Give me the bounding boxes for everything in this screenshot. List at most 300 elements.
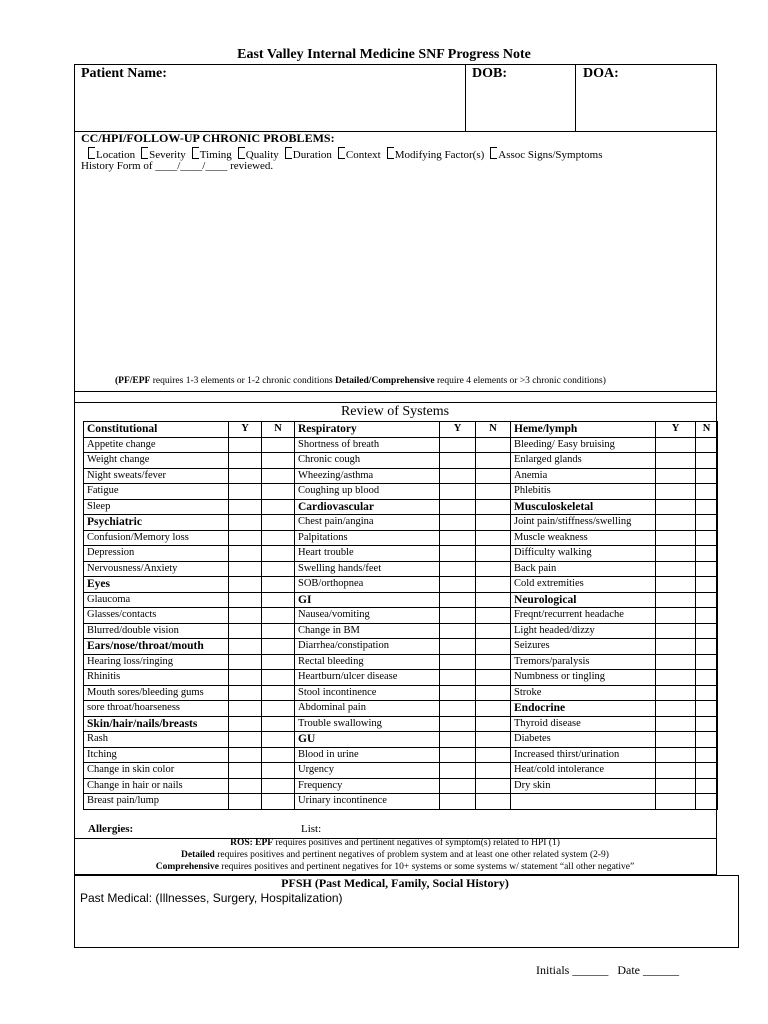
req-pf-epf: (PF/EPF [115,376,151,386]
checkbox-icon[interactable] [338,147,345,159]
ros-y-cell[interactable] [229,437,262,453]
hpi-element-label: Quality [245,149,279,161]
ros-symptom: Appetite change [84,437,229,453]
ros-y-cell[interactable] [656,546,696,562]
ros-y-header: Y [656,422,696,438]
ros-y-cell[interactable] [656,577,696,593]
ros-n-cell[interactable] [696,499,718,515]
ros-y-cell[interactable] [656,623,696,639]
ros-n-cell[interactable] [476,453,511,469]
ros-section-heading: Skin/hair/nails/breasts [84,716,229,732]
ros-n-cell[interactable] [262,453,295,469]
checkbox-icon[interactable] [387,147,394,159]
ros-y-cell[interactable] [656,515,696,531]
ros-n-cell[interactable] [262,530,295,546]
ros-y-cell[interactable] [656,468,696,484]
ros-symptom: Phlebitis [511,484,656,500]
ros-n-cell[interactable] [696,654,718,670]
ros-y-cell[interactable] [440,670,476,686]
ros-row [84,422,718,438]
ros-y-cell[interactable] [440,515,476,531]
ros-y-cell[interactable] [229,623,262,639]
ros-y-cell[interactable] [440,546,476,562]
ros-y-cell[interactable] [229,484,262,500]
allergies-label: Allergies: [88,823,134,835]
ros-y-cell[interactable] [229,747,262,763]
ros-n-cell[interactable] [476,468,511,484]
ros-n-cell[interactable] [262,685,295,701]
ros-symptom: Chest pain/angina [295,515,440,531]
ros-y-cell[interactable] [656,747,696,763]
ros-symptom: Enlarged glands [511,453,656,469]
ros-symptom: Mouth sores/bleeding gums [84,685,229,701]
ros-symptom: Weight change [84,453,229,469]
ros-row [84,716,718,732]
ros-n-cell[interactable] [262,468,295,484]
ros-row [84,437,718,453]
ros-section-heading: GI [295,592,440,608]
ros-symptom [511,794,656,810]
ros-symptom: Rash [84,732,229,748]
cc-hpi-heading: CC/HPI/FOLLOW-UP CHRONIC PROBLEMS: [81,131,335,145]
ros-symptom: Numbness or tingling [511,670,656,686]
ros-n-cell[interactable] [262,623,295,639]
ros-y-header: Y [440,422,476,438]
ros-symptom: Difficulty walking [511,546,656,562]
ros-section-heading: Cardiovascular [295,499,440,515]
ros-n-cell[interactable] [262,670,295,686]
ros-n-cell[interactable] [476,732,511,748]
ros-symptom: Swelling hands/feet [295,561,440,577]
ros-row [84,608,718,624]
ros-section-heading: Respiratory [295,422,440,438]
ros-symptom: Nausea/vomiting [295,608,440,624]
ros-y-cell[interactable] [229,716,262,732]
ros-row [84,654,718,670]
ros-n-cell[interactable] [696,608,718,624]
ros-symptom: Blood in urine [295,747,440,763]
ros-y-cell[interactable] [229,763,262,779]
ros-y-cell[interactable] [656,763,696,779]
ros-row [84,701,718,717]
ros-symptom: Rhinitis [84,670,229,686]
ros-symptom: Heat/cold intolerance [511,763,656,779]
ros-n-cell[interactable] [476,778,511,794]
ros-n-cell[interactable] [696,623,718,639]
ros-note-2-text: requires positives and pertinent negatives of problem system and at least one other related system (2-9) [214,850,609,860]
ros-n-cell[interactable] [696,530,718,546]
ros-y-cell[interactable] [229,515,262,531]
ros-y-cell[interactable] [440,716,476,732]
ros-row [84,577,718,593]
ros-y-cell[interactable] [229,468,262,484]
ros-n-cell[interactable] [476,592,511,608]
hpi-element-4[interactable] [285,149,332,161]
req-text-2: require 4 elements or >3 chronic conditions) [434,376,606,386]
ros-y-cell[interactable] [440,561,476,577]
ros-symptom: Glaucoma [84,592,229,608]
ros-n-cell[interactable] [696,701,718,717]
checkbox-icon[interactable] [285,147,292,159]
ros-symptom: Urinary incontinence [295,794,440,810]
ros-note-3-text: requires positives and pertinent negatives for 10+ systems or some systems w/ statement “all other negative” [218,862,635,872]
header-divider-1 [465,64,466,131]
ros-symptom: Back pain [511,561,656,577]
ros-symptom: Abdominal pain [295,701,440,717]
ros-y-cell[interactable] [229,499,262,515]
ros-symptom: Seizures [511,639,656,655]
ros-n-cell[interactable] [262,592,295,608]
ros-y-cell[interactable] [656,561,696,577]
ros-symptom: Dry skin [511,778,656,794]
ros-row [84,561,718,577]
ros-section-heading: Endocrine [511,701,656,717]
ros-symptom: Shortness of breath [295,437,440,453]
ros-n-cell[interactable] [476,794,511,810]
ros-y-cell[interactable] [440,654,476,670]
ros-n-cell[interactable] [262,484,295,500]
hpi-element-label: Assoc Signs/Symptoms [498,149,603,161]
ros-n-cell[interactable] [262,778,295,794]
ros-symptom: Confusion/Memory loss [84,530,229,546]
ros-y-header: Y [229,422,262,438]
ros-n-cell[interactable] [696,453,718,469]
past-medical-label: Past Medical: (Illnesses, Surgery, Hospitalization) [80,891,343,905]
hpi-element-label: Context [345,149,381,161]
ros-n-cell[interactable] [262,763,295,779]
ros-note-2-bold: Detailed [181,850,215,860]
ros-symptom: Muscle weakness [511,530,656,546]
checkbox-icon[interactable] [141,147,148,159]
ros-n-cell[interactable] [262,561,295,577]
ros-row [84,468,718,484]
ros-symptom: Anemia [511,468,656,484]
checkbox-icon[interactable] [88,147,95,159]
ros-y-cell[interactable] [440,608,476,624]
initials-field[interactable]: Initials ______ [536,963,609,977]
ros-n-cell[interactable] [476,577,511,593]
checkbox-icon[interactable] [490,147,497,159]
ros-y-cell[interactable] [656,608,696,624]
pfsh-title: PFSH (Past Medical, Family, Social History) [281,876,509,890]
ros-symptom: Glasses/contacts [84,608,229,624]
ros-n-cell[interactable] [696,685,718,701]
ros-note-3 [74,862,716,872]
req-detailed: Detailed/Comprehensive [335,376,435,386]
ros-n-cell[interactable] [696,546,718,562]
ros-n-cell[interactable] [262,515,295,531]
document-title: East Valley Internal Medicine SNF Progress Note [237,47,531,62]
ros-y-cell[interactable] [440,499,476,515]
ros-y-cell[interactable] [229,732,262,748]
ros-section-heading: Constitutional [84,422,229,438]
ros-y-cell[interactable] [656,794,696,810]
ros-symptom: Palpitations [295,530,440,546]
ros-y-cell[interactable] [656,639,696,655]
ros-symptom: Sleep [84,499,229,515]
ros-symptom: Hearing loss/ringing [84,654,229,670]
ros-y-cell[interactable] [440,639,476,655]
ros-row [84,639,718,655]
patient-name-label: Patient Name: [81,66,167,81]
ros-symptom: Change in hair or nails [84,778,229,794]
ros-y-cell[interactable] [440,592,476,608]
ros-y-cell[interactable] [440,794,476,810]
ros-row [84,623,718,639]
ros-y-cell[interactable] [656,685,696,701]
ros-row [84,592,718,608]
ros-n-cell[interactable] [696,763,718,779]
ros-title-divider [74,402,717,403]
hpi-element-7[interactable] [490,149,602,161]
ros-n-cell[interactable] [262,732,295,748]
hpi-element-label: Severity [149,149,186,161]
ros-symptom: Joint pain/stiffness/swelling [511,515,656,531]
ros-n-cell[interactable] [696,778,718,794]
ros-row [84,530,718,546]
hpi-element-label: Location [96,149,136,161]
ros-symptom: Change in skin color [84,763,229,779]
ros-y-cell[interactable] [440,685,476,701]
history-form-line: History Form of ____/____/____ reviewed. [81,160,274,172]
ros-n-cell[interactable] [696,468,718,484]
ros-symptom: Breast pain/lump [84,794,229,810]
ros-y-cell[interactable] [656,716,696,732]
hpi-requirement-note [115,376,606,386]
ros-y-cell[interactable] [440,747,476,763]
ros-symptom: Fatigue [84,484,229,500]
ros-n-header: N [476,422,511,438]
ros-n-cell[interactable] [262,794,295,810]
ros-note-1 [74,838,716,848]
ros-symptom: Nervousness/Anxiety [84,561,229,577]
ros-n-cell[interactable] [476,515,511,531]
ros-y-cell[interactable] [229,654,262,670]
ros-n-cell[interactable] [476,623,511,639]
ros-y-cell[interactable] [229,778,262,794]
ros-n-cell[interactable] [262,716,295,732]
ros-row [84,670,718,686]
ros-note-2 [74,850,716,860]
ros-n-cell[interactable] [696,732,718,748]
ros-n-cell[interactable] [476,437,511,453]
ros-n-header: N [696,422,718,438]
ros-row [84,515,718,531]
ros-y-cell[interactable] [440,763,476,779]
ros-y-cell[interactable] [229,670,262,686]
ros-n-cell[interactable] [696,577,718,593]
ros-symptom: SOB/orthopnea [295,577,440,593]
ros-symptom: Heartburn/ulcer disease [295,670,440,686]
ros-n-cell[interactable] [476,484,511,500]
ros-y-cell[interactable] [229,530,262,546]
hpi-element-5[interactable] [338,149,381,161]
ros-symptom: Heart trouble [295,546,440,562]
ros-n-cell[interactable] [476,763,511,779]
ros-row [84,778,718,794]
ros-n-cell[interactable] [696,670,718,686]
hpi-element-6[interactable] [387,149,485,161]
ros-y-cell[interactable] [656,499,696,515]
ros-n-cell[interactable] [696,639,718,655]
ros-n-cell[interactable] [262,639,295,655]
ros-symptom: Tremors/paralysis [511,654,656,670]
ros-y-cell[interactable] [656,778,696,794]
ros-y-cell[interactable] [440,437,476,453]
ros-y-cell[interactable] [440,530,476,546]
ros-row [84,685,718,701]
ros-n-cell[interactable] [476,639,511,655]
ros-y-cell[interactable] [656,654,696,670]
ros-note-1-text: requires positives and pertinent negatives of symptom(s) related to HPI (1) [273,838,560,848]
ros-n-cell[interactable] [696,561,718,577]
ros-n-header: N [262,422,295,438]
ros-n-cell[interactable] [262,701,295,717]
ros-y-cell[interactable] [440,453,476,469]
ros-symptom: Urgency [295,763,440,779]
ros-y-cell[interactable] [229,453,262,469]
ros-n-cell[interactable] [262,499,295,515]
ros-note-3-bold: Comprehensive [155,862,219,872]
ros-symptom: Diabetes [511,732,656,748]
ros-symptom: Coughing up blood [295,484,440,500]
hpi-elements-row [88,147,608,161]
ros-row [84,499,718,515]
ros-symptom: Depression [84,546,229,562]
ros-symptom: Night sweats/fever [84,468,229,484]
ros-n-cell[interactable] [262,608,295,624]
ros-symptom: Diarrhea/constipation [295,639,440,655]
ros-section-heading: Eyes [84,577,229,593]
ros-symptom: Light headed/dizzy [511,623,656,639]
ros-y-cell[interactable] [656,670,696,686]
ros-title: Review of Systems [340,404,450,419]
ros-y-cell[interactable] [229,592,262,608]
ros-y-cell[interactable] [440,484,476,500]
ros-row [84,747,718,763]
ros-table [83,421,718,810]
ros-n-cell[interactable] [476,530,511,546]
ros-symptom: Wheezing/asthma [295,468,440,484]
doa-label: DOA: [583,66,619,81]
ros-y-cell[interactable] [440,623,476,639]
ros-n-cell[interactable] [262,747,295,763]
ros-y-cell[interactable] [229,608,262,624]
ros-n-cell[interactable] [696,794,718,810]
ros-n-cell[interactable] [696,747,718,763]
ros-n-cell[interactable] [696,716,718,732]
ros-n-cell[interactable] [476,654,511,670]
ros-symptom: sore throat/hoarseness [84,701,229,717]
ros-row [84,484,718,500]
ros-row [84,453,718,469]
ros-y-cell[interactable] [440,732,476,748]
hpi-element-label: Timing [199,149,232,161]
ros-y-cell[interactable] [440,577,476,593]
ros-symptom: Bleeding/ Easy bruising [511,437,656,453]
ros-section-heading: Musculoskeletal [511,499,656,515]
ros-y-cell[interactable] [656,732,696,748]
ros-symptom: Chronic cough [295,453,440,469]
ros-n-cell[interactable] [262,546,295,562]
ros-y-cell[interactable] [656,530,696,546]
ros-symptom: Stool incontinence [295,685,440,701]
ros-n-cell[interactable] [476,747,511,763]
ros-n-cell[interactable] [696,437,718,453]
ros-symptom: Trouble swallowing [295,716,440,732]
ros-section-heading: Heme/lymph [511,422,656,438]
patient-header-box [74,64,717,132]
checkbox-icon[interactable] [192,147,199,159]
ros-y-cell[interactable] [229,546,262,562]
ros-symptom: Frequency [295,778,440,794]
ros-n-cell[interactable] [476,499,511,515]
ros-n-cell[interactable] [476,608,511,624]
ros-n-cell[interactable] [476,546,511,562]
ros-section-heading: Ears/nose/throat/mouth [84,639,229,655]
ros-symptom: Itching [84,747,229,763]
ros-y-cell[interactable] [656,484,696,500]
ros-y-cell[interactable] [229,561,262,577]
allergies-list-label: List: [301,823,322,835]
ros-y-cell[interactable] [656,701,696,717]
ros-section-heading: Neurological [511,592,656,608]
ros-y-cell[interactable] [656,437,696,453]
ros-row [84,732,718,748]
ros-symptom: Thyroid disease [511,716,656,732]
date-field[interactable]: Date ______ [617,963,679,977]
ros-n-cell[interactable] [696,592,718,608]
ros-y-cell[interactable] [229,794,262,810]
ros-n-cell[interactable] [262,654,295,670]
ros-n-cell[interactable] [476,670,511,686]
ros-y-cell[interactable] [229,639,262,655]
ros-n-cell[interactable] [262,437,295,453]
ros-symptom: Cold extremities [511,577,656,593]
ros-y-cell[interactable] [440,778,476,794]
hpi-element-label: Duration [292,149,332,161]
ros-y-cell[interactable] [229,701,262,717]
ros-y-cell[interactable] [656,453,696,469]
ros-n-cell[interactable] [696,484,718,500]
ros-n-cell[interactable] [476,561,511,577]
ros-row [84,546,718,562]
ros-symptom: Increased thirst/urination [511,747,656,763]
ros-n-cell[interactable] [696,515,718,531]
ros-n-cell[interactable] [476,701,511,717]
ros-y-cell[interactable] [229,685,262,701]
ros-n-cell[interactable] [262,577,295,593]
ros-symptom: Rectal bleeding [295,654,440,670]
header-divider-2 [575,64,576,131]
dob-label: DOB: [472,66,507,81]
ros-row [84,763,718,779]
ros-n-cell[interactable] [476,685,511,701]
ros-note-1-bold: ROS: EPF [230,838,274,848]
ros-y-cell[interactable] [440,468,476,484]
hpi-element-label: Modifying Factor(s) [394,149,485,161]
ros-row [84,794,718,810]
checkbox-icon[interactable] [238,147,245,159]
ros-y-cell[interactable] [440,701,476,717]
ros-symptom: Change in BM [295,623,440,639]
ros-symptom: Freqnt/recurrent headache [511,608,656,624]
ros-y-cell[interactable] [656,592,696,608]
ros-section-heading: Psychiatric [84,515,229,531]
ros-n-cell[interactable] [476,716,511,732]
ros-y-cell[interactable] [229,577,262,593]
ros-section-heading: GU [295,732,440,748]
